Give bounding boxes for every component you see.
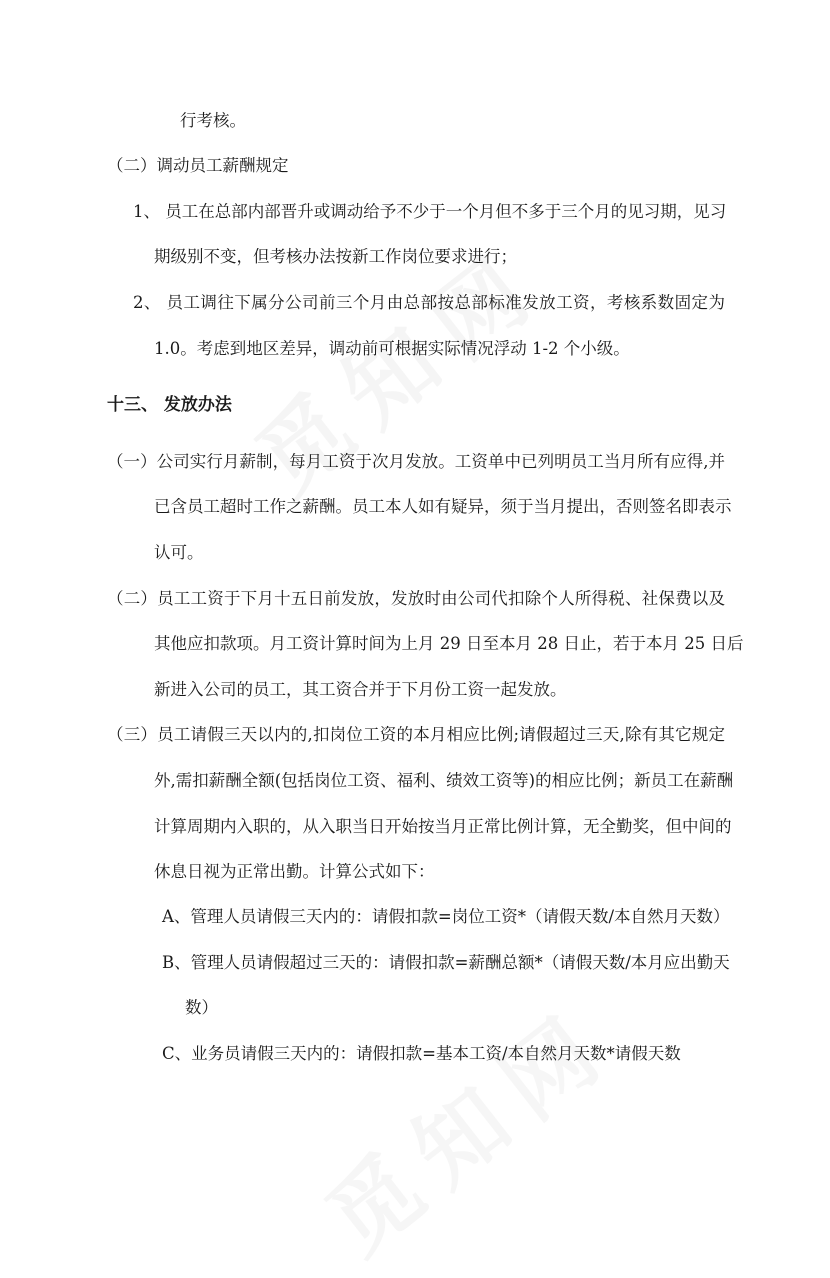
formula-line: C、业务员请假三天内的：请假扣款=基本工资/本自然月天数*请假天数 [162, 1044, 681, 1063]
formula-line: 数） [185, 998, 218, 1017]
section-title: （二）调动员工薪酬规定 [107, 156, 289, 175]
paragraph-line: 认可。 [154, 543, 204, 562]
paragraph-line: 已含员工超时工作之薪酬。员工本人如有疑异，须于当月提出，否则签名即表示 [154, 497, 732, 516]
watermark [295, 972, 635, 1278]
paragraph-line: （三）员工请假三天以内的,扣岗位工资的本月相应比例;请假超过三天,除有其它规定 [107, 725, 725, 744]
list-item-line: 1、 员工在总部内部晋升或调动给予不少于一个月但不多于三个月的见习期，见习 [133, 202, 727, 221]
formula-line: B、管理人员请假超过三天的：请假扣款=薪酬总额*（请假天数/本月应出勤天 [162, 953, 730, 972]
paragraph-line: 休息日视为正常出勤。计算公式如下： [154, 862, 435, 881]
list-item-line: 2、 员工调往下属分公司前三个月由总部按总部标准发放工资，考核系数固定为 [133, 293, 725, 312]
paragraph-line: 计算周期内入职的，从入职当日开始按当月正常比例计算，无全勤奖，但中间的 [154, 817, 732, 836]
list-item-line: 期级别不变，但考核办法按新工作岗位要求进行； [154, 247, 517, 266]
formula-line: A、管理人员请假三天内的：请假扣款=岗位工资*（请假天数/本自然月天数） [162, 907, 730, 926]
paragraph-line: 外,需扣薪酬全额(包括岗位工资、福利、绩效工资等)的相应比例；新员工在薪酬 [154, 771, 734, 790]
paragraph-line: 其他应扣款项。月工资计算时间为上月 29 日至本月 28 日止，若于本月 25 日后 [154, 634, 744, 653]
paragraph-line: （二）员工工资于下月十五日前发放，发放时由公司代扣除个人所得税、社保费以及 [107, 589, 725, 608]
paragraph-line: 新进入公司的员工，其工资合并于下月份工资一起发放。 [154, 680, 567, 699]
chapter-heading: 十三、 发放办法 [107, 395, 232, 415]
paragraph-line: （一）公司实行月薪制，每月工资于次月发放。工资单中已列明员工当月所有应得,并 [107, 452, 725, 471]
list-item-line: 1.0。考虑到地区差异，调动前可根据实际情况浮动 1-2 个小级。 [154, 339, 630, 358]
paragraph-line: 行考核。 [180, 111, 246, 130]
